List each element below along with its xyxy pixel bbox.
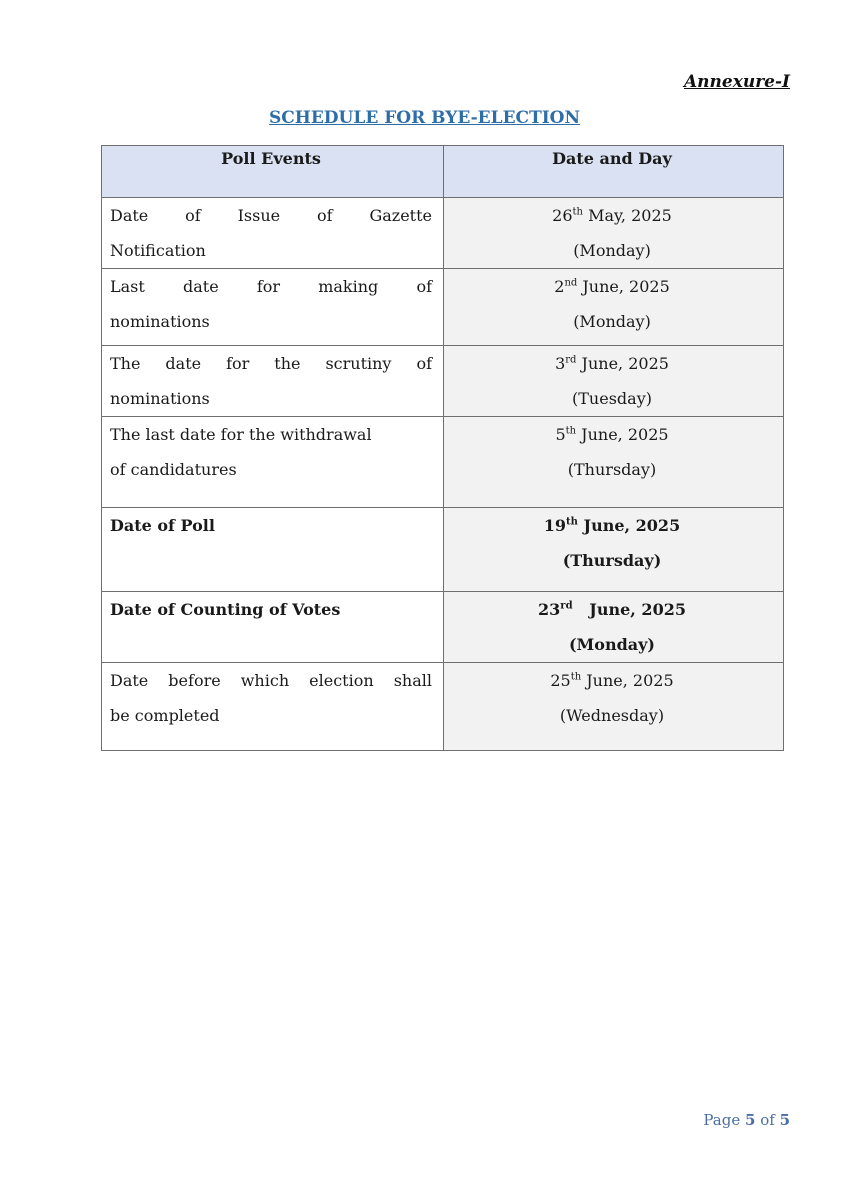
event-text-line1: Date of Poll <box>110 516 215 535</box>
weekday-text: (Monday) <box>573 241 651 260</box>
weekday-text: (Monday) <box>568 635 655 654</box>
event-text-line2: be completed <box>110 706 220 725</box>
date-text <box>452 592 772 627</box>
date-rest: June, 2025 <box>576 354 669 373</box>
date-suffix: th <box>566 516 578 528</box>
date-rest: June, 2025 <box>576 425 669 444</box>
event-text-line1: Date before which election shall <box>110 671 432 690</box>
date-rest: May, 2025 <box>583 206 672 225</box>
event-cell <box>102 346 444 417</box>
table-row <box>102 346 784 417</box>
date-suffix: rd <box>560 600 573 612</box>
date-rest: June, 2025 <box>577 277 670 296</box>
event-text-line1: Date of Issue of Gazette <box>110 206 432 225</box>
page-number-current: 5 <box>745 1111 756 1129</box>
event-text-line1: The date for the scrutiny of <box>110 354 432 373</box>
event-cell <box>102 417 444 508</box>
date-day: 26 <box>552 206 573 225</box>
date-text <box>452 269 772 304</box>
date-text <box>452 663 772 698</box>
date-cell <box>444 198 784 269</box>
table-row <box>102 198 784 269</box>
date-suffix: th <box>572 206 583 218</box>
date-day: 5 <box>555 425 566 444</box>
date-text <box>452 198 772 233</box>
table-row <box>102 592 784 663</box>
event-cell <box>102 269 444 346</box>
table-row <box>102 269 784 346</box>
weekday-text: (Wednesday) <box>559 706 665 725</box>
date-day: 2 <box>554 277 565 296</box>
date-suffix: th <box>565 425 577 437</box>
date-rest: June, 2025 <box>577 516 681 535</box>
table-row <box>102 508 784 592</box>
date-cell <box>444 508 784 592</box>
event-text-line2: of candidatures <box>110 460 237 479</box>
date-day: 19 <box>543 516 567 535</box>
date-text <box>452 508 772 543</box>
page-number-prefix: Page <box>703 1111 745 1129</box>
event-cell <box>102 663 444 751</box>
date-text <box>452 346 772 381</box>
date-rest: June, 2025 <box>581 671 674 690</box>
event-text-line1: Date of Counting of Votes <box>110 600 341 619</box>
date-day: 25 <box>550 671 571 690</box>
column-header-poll-events: Poll Events <box>102 146 444 198</box>
event-cell <box>102 592 444 663</box>
weekday-text: (Tuesday) <box>572 389 652 408</box>
date-cell <box>444 269 784 346</box>
date-cell <box>444 346 784 417</box>
date-rest: June, 2025 <box>572 600 686 619</box>
event-text-line2: nominations <box>110 389 210 408</box>
date-cell <box>444 663 784 751</box>
table-row <box>102 417 784 508</box>
date-suffix: th <box>570 671 582 683</box>
date-cell <box>444 592 784 663</box>
weekday-text: (Thursday) <box>562 551 662 570</box>
date-cell <box>444 417 784 508</box>
schedule-table <box>101 145 784 751</box>
date-day: 23 <box>538 600 561 619</box>
date-text <box>452 417 772 452</box>
date-suffix: nd <box>564 277 578 289</box>
table-header-row <box>102 146 784 198</box>
date-suffix: rd <box>565 354 577 366</box>
event-text-line1: Last date for making of <box>110 277 432 296</box>
date-day: 3 <box>555 354 566 373</box>
event-text-line2: nominations <box>110 312 210 331</box>
event-text-line2: Notification <box>110 241 206 260</box>
event-text-line1: The last date for the withdrawal <box>110 425 372 444</box>
weekday-text: (Thursday) <box>567 460 657 479</box>
page-title: SCHEDULE FOR BYE-ELECTION <box>268 108 581 128</box>
table-row <box>102 663 784 751</box>
weekday-text: (Monday) <box>573 312 651 331</box>
annexure-label: Annexure-I <box>683 72 790 92</box>
page-number-total: 5 <box>779 1111 790 1129</box>
event-cell <box>102 198 444 269</box>
event-cell <box>102 508 444 592</box>
column-header-date-and-day: Date and Day <box>444 146 784 198</box>
page-number <box>703 1111 790 1129</box>
page-number-of: of <box>755 1111 780 1129</box>
